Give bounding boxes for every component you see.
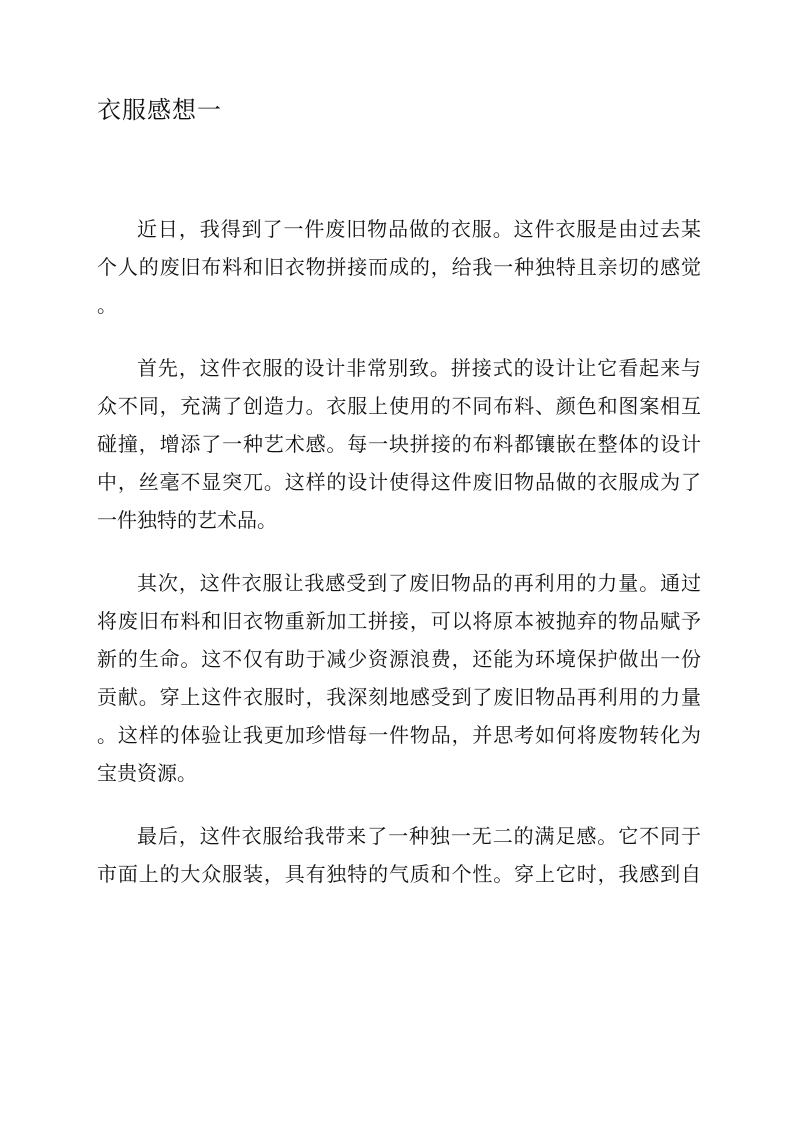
paragraph-line: 新的生命。这不仅有助于减少资源浪费，还能为环境保护做出一份 bbox=[97, 647, 701, 671]
paragraph-line: 将废旧布料和旧衣物重新加工拼接，可以将原本被抛弃的物品赋予 bbox=[97, 609, 701, 633]
document-title: 衣服感想一 bbox=[97, 96, 222, 124]
paragraph-line: 其次，这件衣服让我感受到了废旧物品的再利用的力量。通过 bbox=[137, 571, 701, 595]
paragraph-line: 众不同，充满了创造力。衣服上使用的不同布料、颜色和图案相互 bbox=[97, 394, 701, 418]
paragraph-line: 最后，这件衣服给我带来了一种独一无二的满足感。它不同于 bbox=[137, 824, 701, 848]
paragraph-line: 。 bbox=[97, 293, 117, 317]
paragraph-3 bbox=[97, 564, 701, 792]
paragraph-line: 首先，这件衣服的设计非常别致。拼接式的设计让它看起来与 bbox=[137, 356, 701, 380]
document-body bbox=[97, 210, 701, 918]
paragraph-line: 市面上的大众服装，具有独特的气质和个性。穿上它时，我感到自 bbox=[97, 862, 701, 886]
paragraph-line: 中，丝毫不显突兀。这样的设计使得这件废旧物品做的衣服成为了 bbox=[97, 470, 701, 494]
paragraph-4 bbox=[97, 817, 701, 893]
paragraph-line: 碰撞，增添了一种艺术感。每一块拼接的布料都镶嵌在整体的设计 bbox=[97, 432, 701, 456]
paragraph-line: 宝贵资源。 bbox=[97, 761, 197, 785]
paragraph-1 bbox=[97, 210, 701, 324]
paragraph-line: 个人的废旧布料和旧衣物拼接而成的，给我一种独特且亲切的感觉 bbox=[97, 255, 701, 279]
paragraph-2 bbox=[97, 349, 701, 539]
paragraph-line: 贡献。穿上这件衣服时，我深刻地感受到了废旧物品再利用的力量 bbox=[97, 685, 701, 709]
paragraph-line: 。这样的体验让我更加珍惜每一件物品，并思考如何将废物转化为 bbox=[97, 723, 701, 747]
paragraph-line: 一件独特的艺术品。 bbox=[97, 508, 277, 532]
paragraph-line: 近日，我得到了一件废旧物品做的衣服。这件衣服是由过去某 bbox=[137, 217, 701, 241]
